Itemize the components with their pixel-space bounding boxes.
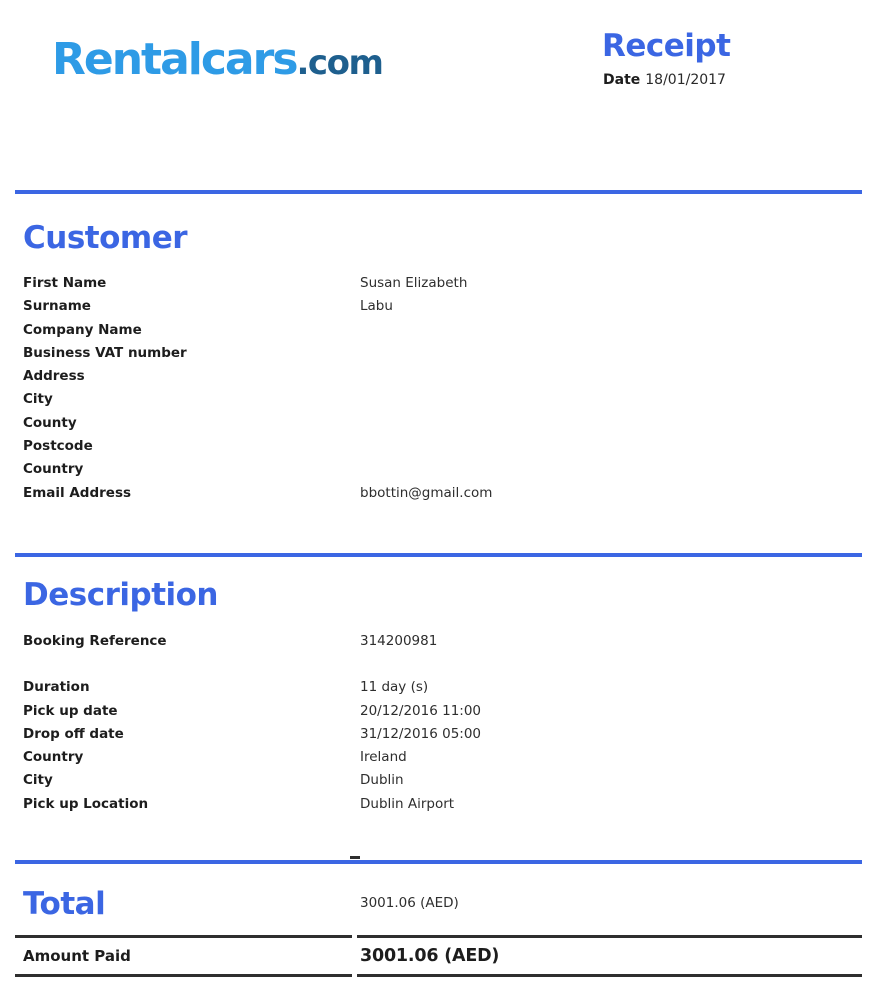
date-value: 18/01/2017 bbox=[645, 72, 726, 88]
field-row bbox=[15, 458, 862, 481]
field-row bbox=[15, 746, 862, 769]
field-row bbox=[15, 630, 862, 653]
section-divider bbox=[15, 860, 862, 864]
receipt-title: Receipt bbox=[602, 28, 731, 64]
field-value: Labu bbox=[360, 298, 393, 315]
customer-heading: Customer bbox=[23, 220, 188, 256]
field-label: Email Address bbox=[23, 484, 132, 501]
field-row bbox=[15, 482, 862, 505]
field-value: Dublin Airport bbox=[360, 795, 455, 812]
field-label: Pick up Location bbox=[23, 795, 149, 812]
field-label: Postcode bbox=[23, 438, 93, 455]
field-label: Company Name bbox=[23, 321, 142, 338]
total-head-row bbox=[15, 886, 862, 922]
field-label: Business VAT number bbox=[23, 344, 187, 361]
amount-paid-label-cell bbox=[15, 935, 352, 977]
total-divider-wrap bbox=[15, 860, 862, 864]
field-row bbox=[15, 435, 862, 458]
field-row bbox=[15, 319, 862, 342]
field-value: 20/12/2016 11:00 bbox=[360, 702, 482, 719]
description-heading: Description bbox=[23, 576, 219, 613]
receipt-header-block bbox=[602, 28, 730, 88]
field-row bbox=[15, 272, 862, 295]
field-value: 314200981 bbox=[360, 632, 438, 649]
field-value: 11 day (s) bbox=[360, 679, 429, 696]
receipt-date-row bbox=[603, 72, 730, 88]
field-label: City bbox=[23, 772, 53, 789]
customer-fields bbox=[15, 272, 862, 505]
field-label: Address bbox=[23, 368, 85, 385]
field-row bbox=[15, 342, 862, 365]
field-label: Country bbox=[23, 749, 84, 766]
section-divider bbox=[15, 190, 862, 194]
field-row bbox=[15, 723, 862, 746]
rentalcars-logo bbox=[52, 34, 382, 85]
description-section bbox=[15, 577, 862, 816]
amount-paid-label: Amount Paid bbox=[23, 947, 131, 966]
amount-paid-value: 3001.06 (AED) bbox=[360, 946, 500, 967]
field-row bbox=[15, 365, 862, 388]
field-value: Dublin bbox=[360, 772, 404, 789]
field-label: County bbox=[23, 414, 77, 431]
customer-section bbox=[15, 220, 862, 505]
field-label: Duration bbox=[23, 679, 90, 696]
total-section bbox=[15, 886, 862, 977]
field-row bbox=[15, 700, 862, 723]
amount-paid-value-cell bbox=[357, 935, 862, 977]
field-label: Pick up date bbox=[23, 702, 118, 719]
description-fields bbox=[15, 630, 862, 816]
amount-paid-table bbox=[15, 935, 862, 977]
total-heading: Total bbox=[23, 886, 106, 923]
total-value: 3001.06 (AED) bbox=[360, 895, 459, 912]
logo-brand-text: Rentalcars bbox=[52, 34, 297, 85]
field-label: Country bbox=[23, 461, 84, 478]
field-label: Surname bbox=[23, 298, 91, 315]
field-row bbox=[15, 412, 862, 435]
field-row bbox=[15, 676, 862, 699]
field-row bbox=[15, 388, 862, 411]
divider-notch bbox=[350, 856, 360, 859]
field-label: City bbox=[23, 391, 53, 408]
field-label: Drop off date bbox=[23, 725, 124, 742]
header bbox=[15, 0, 862, 190]
date-label: Date bbox=[603, 72, 641, 88]
logo-tld-text: .com bbox=[296, 43, 383, 83]
field-label: Booking Reference bbox=[23, 632, 167, 649]
field-row bbox=[15, 793, 862, 816]
field-label: First Name bbox=[23, 275, 107, 291]
field-value: Ireland bbox=[360, 749, 407, 766]
field-value: Susan Elizabeth bbox=[360, 275, 468, 291]
field-value: bbottin@gmail.com bbox=[360, 484, 493, 501]
field-row bbox=[15, 769, 862, 792]
section-divider bbox=[15, 553, 862, 557]
field-value: 31/12/2016 05:00 bbox=[360, 725, 482, 742]
field-row bbox=[15, 295, 862, 318]
